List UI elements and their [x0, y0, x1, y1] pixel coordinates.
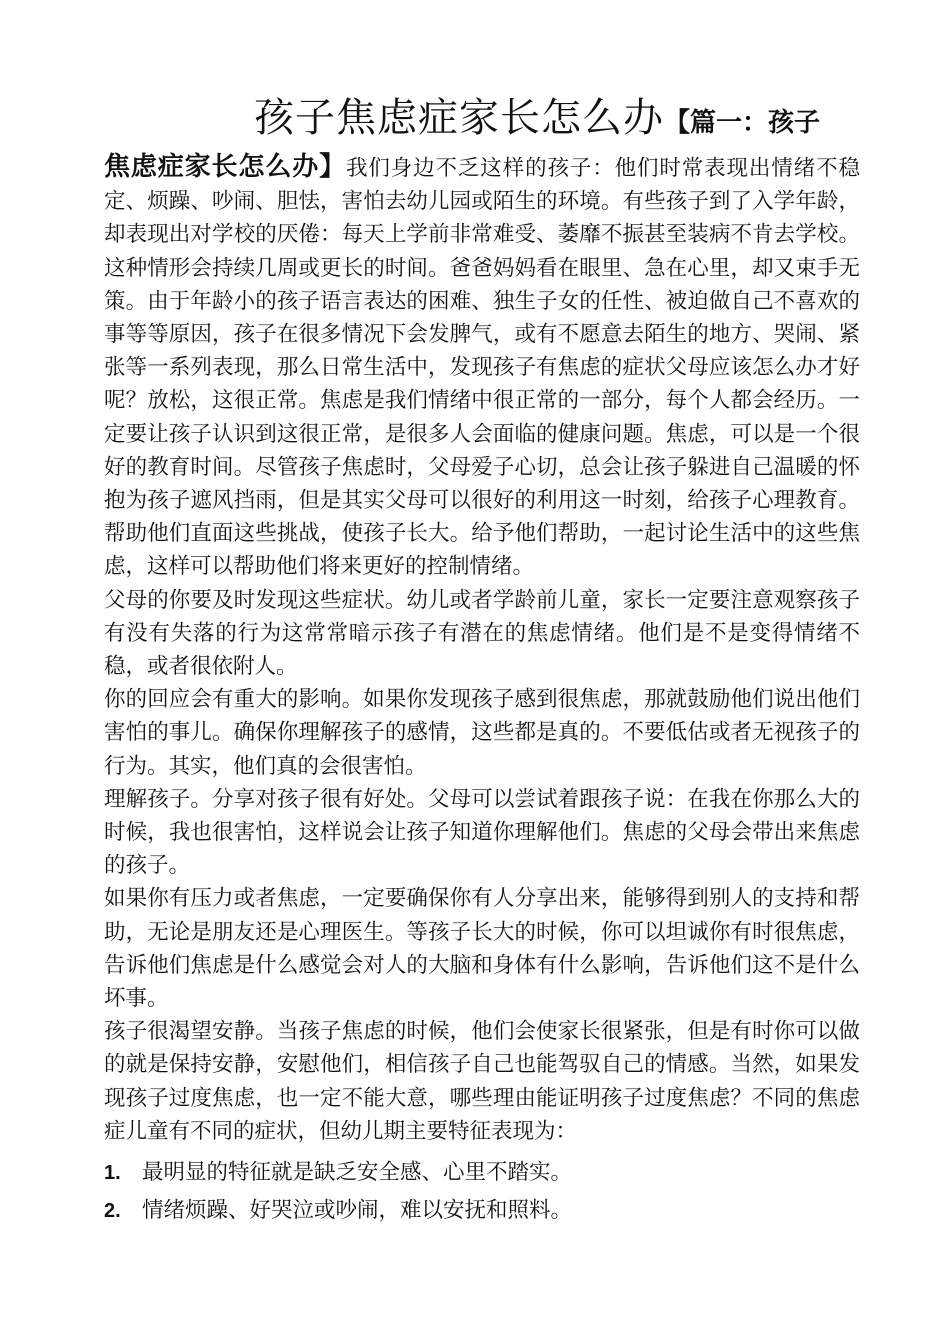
title-section-label-cont: 焦虑症家长怎么办】: [104, 152, 346, 182]
list-item-text: 情绪烦躁、好哭泣或吵闹，难以安抚和照料。: [142, 1198, 573, 1224]
title-section-label: 【篇一：孩子: [664, 108, 821, 138]
list-item-number: 2.: [104, 1200, 121, 1223]
paragraph-text: 我们身边不乏这样的孩子：他们时常表现出情绪不稳定、烦躁、吵闹、胆怯，害怕去幼儿园或陌生的环境。有些孩子到了入学年龄，却表现出对学校的厌倦：每天上学前非常难受、萎靡不振甚至装病不肯去学校。这种情形会持续几周或更长的时间。爸爸妈妈看在眼里、急在心里，却又束手无策。由于年龄小的孩子语言表达的困难、独生子女的任性、被迫做自己不喜欢的事等等原因，孩子在很多情况下会发脾气，或有不愿意去陌生的地方、哭闹、紧张等一系列表现，那么日常生活中，发现孩子有焦虑的症状父母应该怎么办才好呢？放松，这很正常。焦虑是我们情绪中很正常的一部分，每个人都会经历。一定要让孩子认识到这很正常，是很多人会面临的健康问题。焦虑，可以是一个很好的教育时间。尽管孩子焦虑时，父母爱子心切，总会让孩子躲进自己温暖的怀抱为孩子遮风挡雨，但是其实父母可以很好的利用这一时刻，给孩子心理教育。帮助他们直面这些挑战，使孩子长大。给予他们帮助，一起讨论生活中的这些焦虑，这样可以帮助他们将来更好的控制情绪。: [104, 156, 860, 580]
list-item: [104, 1154, 860, 1192]
paragraph-3: 你的回应会有重大的影响。如果你发现孩子感到很焦虑，那就鼓励他们说出他们害怕的事儿。确保你理解孩子的感情，这些都是真的。不要低估或者无视孩子的行为。其实，他们真的会很害怕。: [104, 687, 860, 779]
document-title: 孩子焦虑症家长怎么办: [254, 95, 664, 141]
paragraph-4: 理解孩子。分享对孩子很有好处。父母可以尝试着跟孩子说：在我在你那么大的时候，我也很害怕，这样说会让孩子知道你理解他们。焦虑的父母会带出来焦虑的孩子。: [104, 786, 860, 879]
paragraph-5: 如果你有压力或者焦虑，一定要确保你有人分享出来，能够得到别人的支持和帮助，无论是朋友还是心理医生。等孩子长大的时候，你可以坦诚你有时很焦虑，告诉他们焦虑是什么感觉会对人的大脑和身体有什么影响，告诉他们这不是什么坏事。: [104, 886, 860, 1012]
list-item-number: 1.: [104, 1162, 121, 1185]
title-line: [254, 90, 860, 151]
list-item: [104, 1192, 860, 1230]
paragraph-6: 孩子很渴望安静。当孩子焦虑的时候，他们会使家长很紧张，但是有时你可以做的就是保持安静，安慰他们，相信孩子自己也能驾驭自己的情感。当然，如果发现孩子过度焦虑，也一定不能大意，哪些理由能证明孩子过度焦虑？不同的焦虑症儿童有不同的症状，但幼儿期主要特征表现为：: [104, 1019, 860, 1144]
symptom-list: [104, 1154, 860, 1230]
paragraph-1: [104, 151, 860, 584]
list-item-text: 最明显的特征就是缺乏安全感、心里不踏实。: [142, 1160, 573, 1186]
paragraph-2: 父母的你要及时发现这些症状。幼儿或者学龄前儿童，家长一定要注意观察孩子有没有失落的行为这常常暗示孩子有潜在的焦虑情绪。他们是不是变得情绪不稳，或者很依附人。: [104, 587, 860, 680]
document-page: [104, 90, 860, 1230]
